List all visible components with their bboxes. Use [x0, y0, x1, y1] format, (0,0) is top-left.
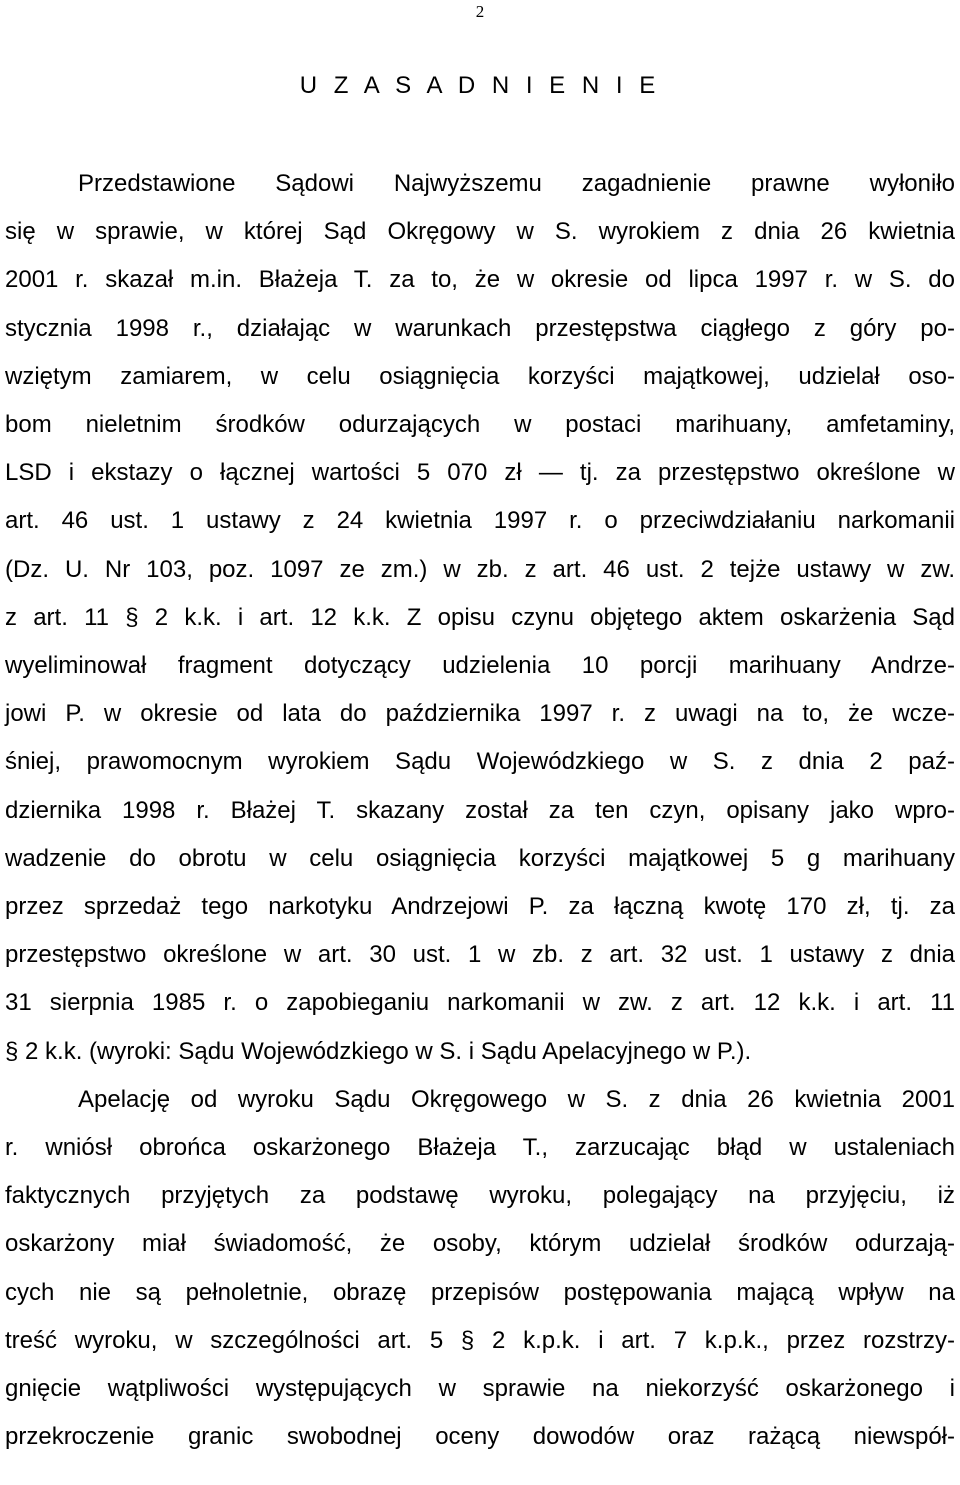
text-line: oskarżony miał świadomość, że osoby, którym udzielał środków odurzają-: [5, 1230, 955, 1257]
text-line: się w sprawie, w której Sąd Okręgowy w S. wyrokiem z dnia 26 kwietnia: [5, 218, 955, 245]
text-line: r. wniósł obrońca oskarżonego Błażeja T., zarzucając błąd w ustaleniach: [5, 1134, 955, 1161]
text-line: § 2 k.k. (wyroki: Sądu Wojewódzkiego w S. i Sądu Apelacyjnego w P.).: [5, 1038, 752, 1065]
text-line: faktycznych przyjętych za podstawę wyroku, polegający na przyjęciu, iż: [5, 1182, 955, 1209]
text-line: z art. 11 § 2 k.k. i art. 12 k.k. Z opisu czynu objętego aktem oskarżenia Sąd: [5, 604, 955, 631]
text-line: gnięcie wątpliwości występujących w sprawie na niekorzyść oskarżonego i: [5, 1375, 955, 1402]
text-line: stycznia 1998 r., działając w warunkach przestępstwa ciągłego z góry po-: [5, 315, 955, 342]
document-heading: U Z A S A D N I E N I E: [299, 72, 661, 99]
text-line: śniej, prawomocnym wyrokiem Sądu Wojewódzkiego w S. z dnia 2 paź-: [5, 748, 955, 775]
text-line: treść wyroku, w szczególności art. 5 § 2 k.p.k. i art. 7 k.p.k., przez rozstrzy-: [5, 1327, 955, 1354]
text-line: przestępstwo określone w art. 30 ust. 1 w zb. z art. 32 ust. 1 ustawy z dnia: [5, 941, 955, 968]
text-line: przez sprzedaż tego narkotyku Andrzejowi P. za łączną kwotę 170 zł, tj. za: [5, 893, 955, 920]
text-line: bom nieletnim środków odurzających w postaci marihuany, amfetaminy,: [5, 411, 955, 438]
text-line: cych nie są pełnoletnie, obrazę przepisów postępowania mającą wpływ na: [5, 1279, 955, 1306]
text-line: LSD i ekstazy o łącznej wartości 5 070 zł — tj. za przestępstwo określone w: [5, 459, 955, 486]
text-line: 31 sierpnia 1985 r. o zapobieganiu narkomanii w zw. z art. 12 k.k. i art. 11: [5, 989, 955, 1016]
text-line: art. 46 ust. 1 ustawy z 24 kwietnia 1997 r. o przeciwdziałaniu narkomanii: [5, 507, 955, 534]
text-line: dziernika 1998 r. Błażej T. skazany został za ten czyn, opisany jako wpro-: [5, 797, 955, 824]
text-line: wziętym zamiarem, w celu osiągnięcia korzyści majątkowej, udzielał oso-: [5, 363, 955, 390]
text-line: przekroczenie granic swobodnej oceny dowodów oraz rażącą niewspół-: [5, 1423, 955, 1450]
text-line: wadzenie do obrotu w celu osiągnięcia korzyści majątkowej 5 g marihuany: [5, 845, 955, 872]
text-line: 2001 r. skazał m.in. Błażeja T. za to, że w okresie od lipca 1997 r. w S. do: [5, 266, 955, 293]
text-line: Przedstawione Sądowi Najwyższemu zagadnienie prawne wyłoniło: [78, 170, 955, 197]
text-line: Apelację od wyroku Sądu Okręgowego w S. z dnia 26 kwietnia 2001: [78, 1086, 955, 1113]
text-line: jowi P. w okresie od lata do października 1997 r. z uwagi na to, że wcze-: [5, 700, 955, 727]
text-line: wyeliminował fragment dotyczący udzielenia 10 porcji marihuany Andrze-: [5, 652, 955, 679]
text-line: (Dz. U. Nr 103, poz. 1097 ze zm.) w zb. z art. 46 ust. 2 tejże ustawy w zw.: [5, 556, 955, 583]
page-number: 2: [475, 2, 485, 21]
